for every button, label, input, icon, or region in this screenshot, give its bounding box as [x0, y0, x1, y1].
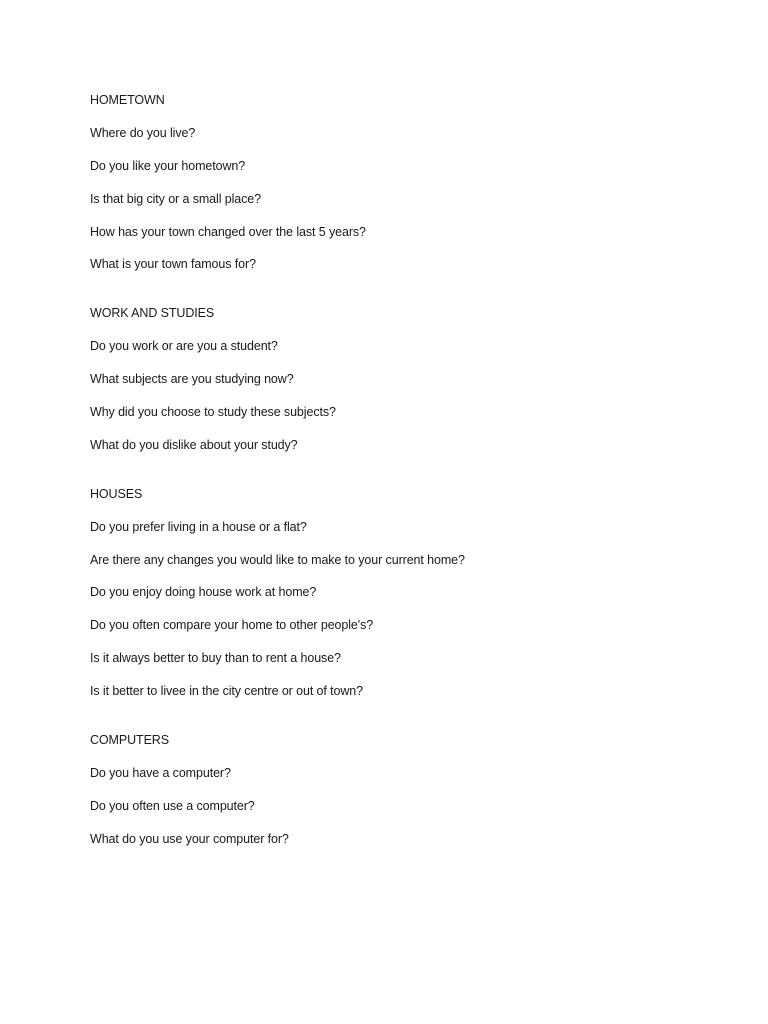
section-heading: WORK AND STUDIES [90, 306, 215, 321]
question-item: Why did you choose to study these subjects? [90, 405, 336, 420]
section-computers [90, 732, 710, 847]
question-item: Where do you live? [90, 125, 196, 140]
question-item: Do you often use a computer? [90, 798, 255, 813]
question-item: Do you like your hometown? [90, 158, 246, 173]
question-item: What do you use your computer for? [90, 831, 289, 846]
question-item: Do you often compare your home to other people's? [90, 618, 374, 633]
section-heading: HOMETOWN [90, 93, 165, 107]
question-item: Do you prefer living in a house or a flat? [90, 519, 307, 534]
question-item: How has your town changed over the last 5 years? [90, 224, 366, 239]
question-item: Do you work or are you a student? [90, 339, 278, 354]
section-heading: HOUSES [90, 486, 143, 501]
question-item: Do you have a computer? [90, 765, 231, 780]
question-item: Is it always better to buy than to rent a house? [90, 651, 341, 666]
section-work-and-studies [90, 305, 710, 453]
question-item: Is that big city or a small place? [90, 191, 261, 206]
section-houses [90, 486, 710, 699]
question-item: Is it better to livee in the city centre or out of town? [90, 684, 364, 699]
section-heading: COMPUTERS [90, 733, 169, 748]
question-item: What is your town famous for? [90, 257, 256, 272]
section-hometown [90, 92, 710, 272]
question-item: Do you enjoy doing house work at home? [90, 585, 317, 600]
question-item: Are there any changes you would like to make to your current home? [90, 552, 465, 567]
question-item: What subjects are you studying now? [90, 372, 294, 387]
question-item: What do you dislike about your study? [90, 437, 298, 452]
document-body [90, 92, 710, 847]
